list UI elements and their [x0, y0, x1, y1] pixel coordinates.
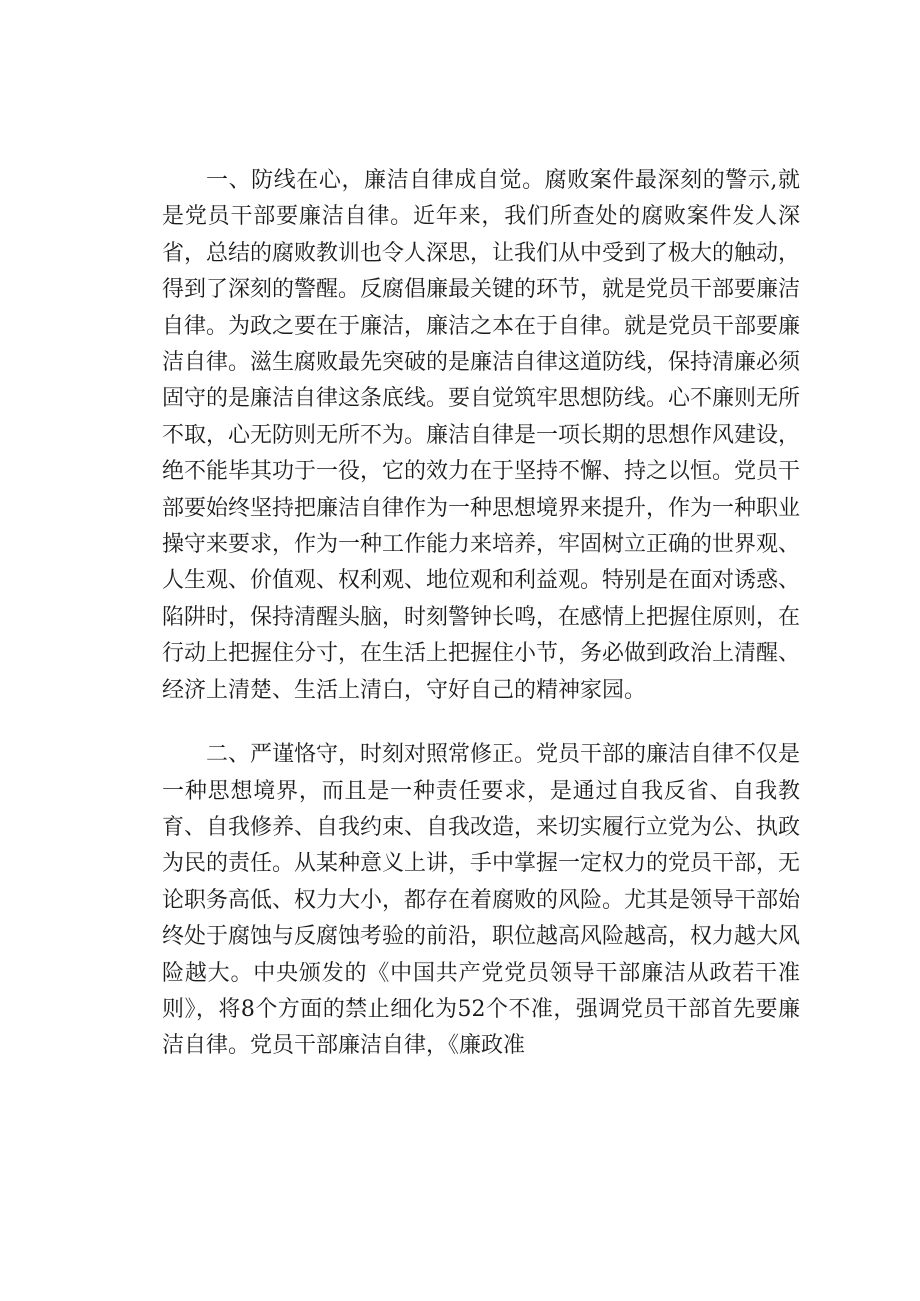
paragraph-2: 二、严谨恪守，时刻对照常修正。党员干部的廉洁自律不仅是一种思想境界，而且是一种责任要求，是通过自我反省、自我教育、自我修养、自我约束、自我改造，来切实履行立党为公、执政为民的责任。从某种意义上讲，手中掌握一定权力的党员干部，无论职务高低、权力大小，都存在着腐败的风险。尤其是领导干部始终处于腐蚀与反腐蚀考验的前沿，职位越高风险越高，权力越大风险越大。中央颁发的《中国共产党党员领导干部廉洁从政若干准则》，将8个方面的禁止细化为52个不准，强调党员干部首先要廉洁自律。党员干部廉洁自律，《廉政准 [162, 742, 801, 1059]
paragraph-1: 一、防线在心，廉洁自律成自觉。腐败案件最深刻的警示,就是党员干部要廉洁自律。近年来，我们所查处的腐败案件发人深省，总结的腐败教训也令人深思，让我们从中受到了极大的触动，得到了深刻的警醒。反腐倡廉最关键的环节，就是党员干部要廉洁自律。为政之要在于廉洁，廉洁之本在于自律。就是党员干部要廉洁自律。滋生腐败最先突破的是廉洁自律这道防线，保持清廉必须固守的是廉洁自律这条底线。要自觉筑牢思想防线。心不廉则无所不取，心无防则无所不为。廉洁自律是一项长期的思想作风建设，绝不能毕其功于一役，它的效力在于坚持不懈、持之以恒。党员干部要始终坚持把廉洁自律作为一种思想境界来提升，作为一种职业操守来要求，作为一种工作能力来培养，牢固树立正确的世界观、人生观、价值观、权利观、地位观和利益观。特别是在面对诱惑、陷阱时，保持清醒头脑，时刻警钟长鸣，在感情上把握住原则，在行动上把握住分寸，在生活上把握住小节，务必做到政治上清醒、经济上清楚、生活上清白，守好自己的精神家园。 [162, 168, 801, 703]
document-body [162, 163, 800, 1065]
